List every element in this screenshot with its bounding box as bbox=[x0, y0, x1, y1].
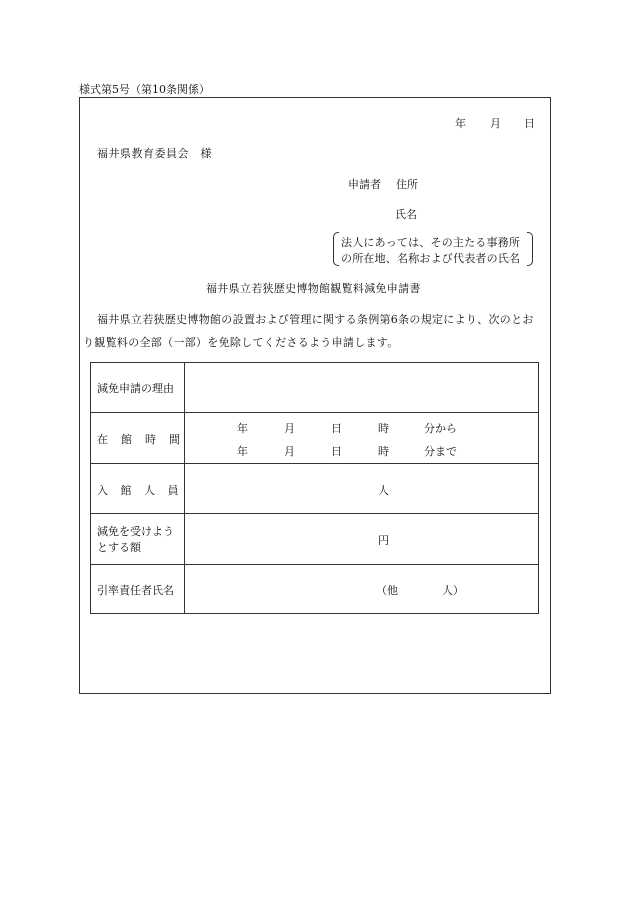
leader-others-close: 人） bbox=[442, 584, 464, 597]
stay-to-year: 年 bbox=[237, 445, 248, 458]
date-year-label: 年 bbox=[455, 117, 466, 130]
stay-from-month: 月 bbox=[284, 422, 295, 435]
addressee: 福井県教育委員会 様 bbox=[97, 147, 212, 160]
table-row-divider bbox=[91, 412, 538, 413]
body-text-line-2: り観覧料の全部（一部）を免除してくださるよう申請します。 bbox=[83, 336, 399, 349]
stay-from-suffix: 分から bbox=[424, 422, 457, 435]
corporate-note-line-2: の所在地、名称および代表者の氏名 bbox=[341, 252, 521, 265]
table-row-divider bbox=[91, 564, 538, 565]
visitors-unit: 人 bbox=[378, 484, 389, 497]
date-month-label: 月 bbox=[490, 117, 501, 130]
applicant-label: 申請者 bbox=[348, 178, 381, 191]
stay-to-suffix: 分まで bbox=[424, 445, 457, 458]
address-label: 住所 bbox=[396, 178, 418, 191]
table-row-divider bbox=[91, 513, 538, 514]
stay-time-label: 在館時間 bbox=[97, 433, 193, 446]
stay-from-day: 日 bbox=[331, 422, 342, 435]
amount-label-line-1: 減免を受けよう bbox=[97, 525, 174, 538]
document-title: 福井県立若狭歴史博物館観覧料減免申請書 bbox=[206, 282, 421, 295]
corporate-note bbox=[333, 232, 533, 266]
visitors-label: 入館人員 bbox=[97, 484, 191, 497]
stay-to-month: 月 bbox=[284, 445, 295, 458]
table-row-divider bbox=[91, 463, 538, 464]
name-label: 氏名 bbox=[395, 208, 417, 221]
stay-from-year: 年 bbox=[237, 422, 248, 435]
form-number: 様式第5号（第10条関係） bbox=[79, 83, 210, 96]
date-day-label: 日 bbox=[524, 117, 535, 130]
body-text-line-1: 福井県立若狭歴史博物館の設置および管理に関する条例第6条の規定により、次のとお bbox=[97, 313, 534, 326]
corporate-note-line-1: 法人にあっては、その主たる事務所 bbox=[341, 236, 521, 249]
application-table bbox=[90, 362, 539, 614]
stay-to-hour: 時 bbox=[378, 445, 389, 458]
amount-label-line-2: とする額 bbox=[97, 541, 141, 554]
reason-label: 減免申請の理由 bbox=[97, 382, 174, 395]
stay-to-day: 日 bbox=[331, 445, 342, 458]
right-bracket bbox=[527, 232, 533, 266]
stay-from-hour: 時 bbox=[378, 422, 389, 435]
left-bracket bbox=[333, 232, 339, 266]
leader-others-open: （他 bbox=[376, 584, 398, 597]
leader-name-label: 引率責任者氏名 bbox=[97, 584, 174, 597]
amount-unit: 円 bbox=[378, 534, 389, 547]
